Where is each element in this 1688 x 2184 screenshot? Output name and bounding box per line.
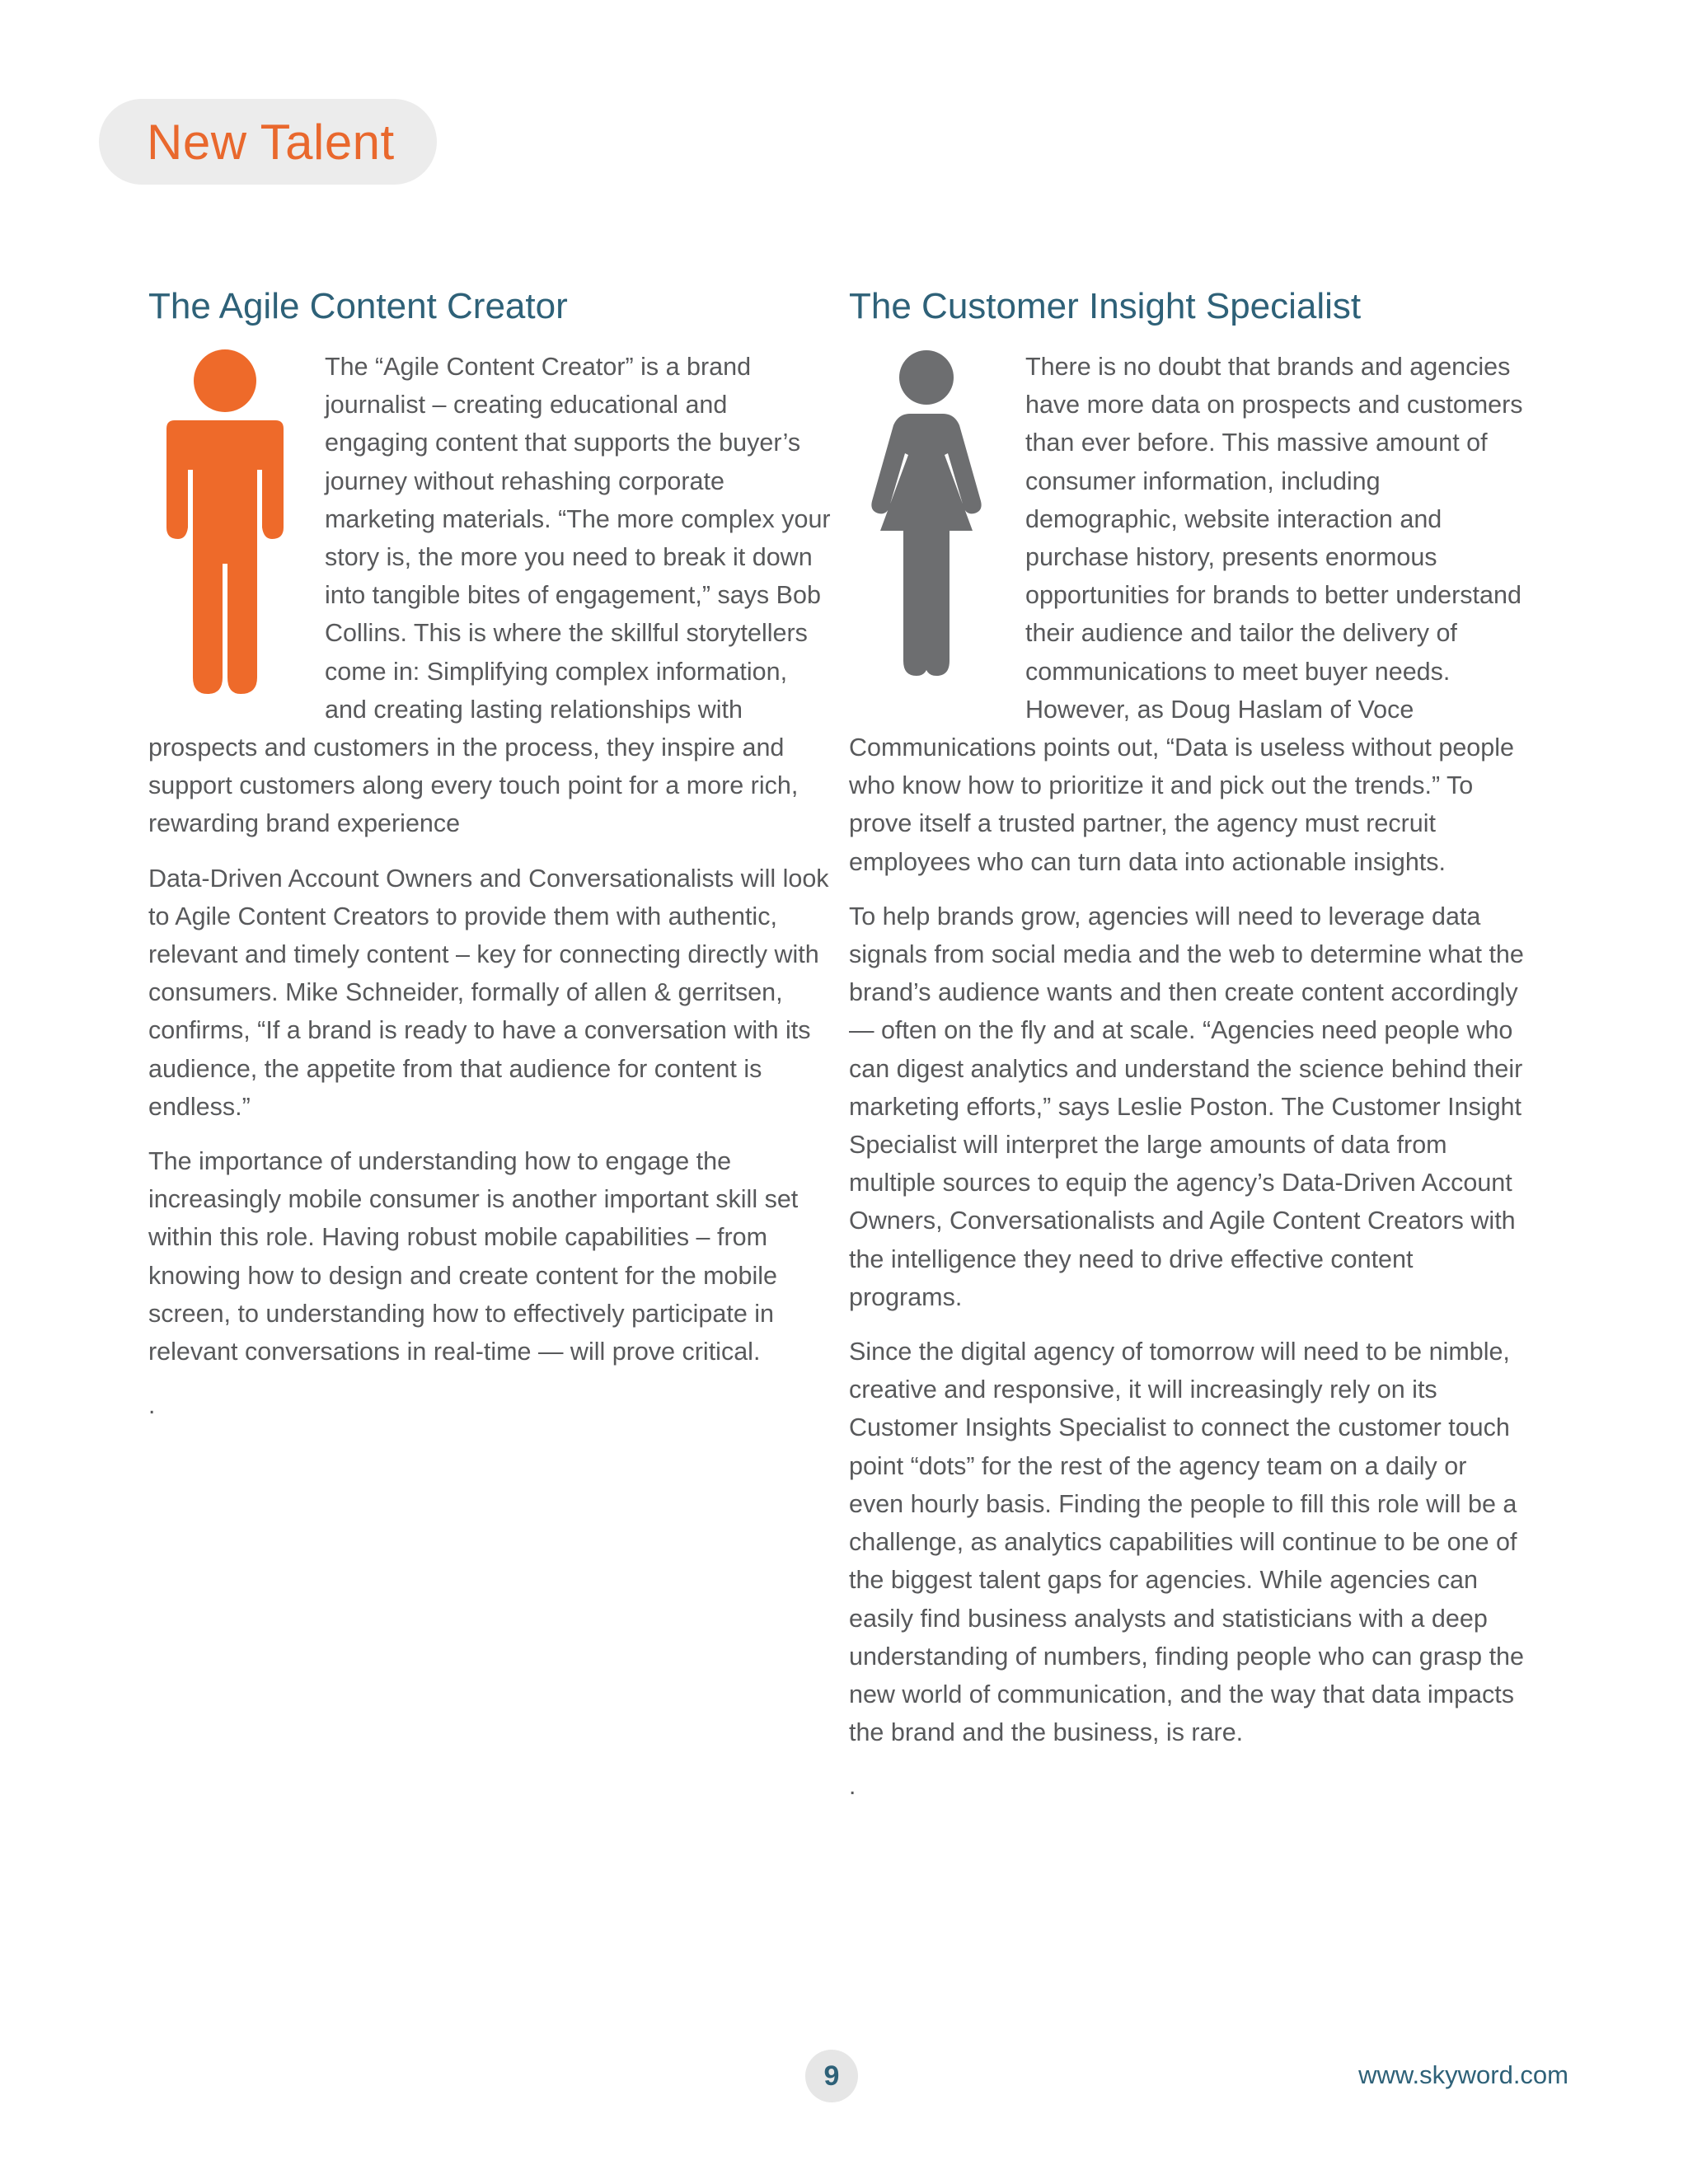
- right-paragraph-1: There is no doubt that brands and agencies have more data on prospects and customers than ever before. This massive amount of consumer information, including demographic, website interaction and purchase history, presents enormous opportunities for brands to better understand their audience and tailor the delivery of communications to meet buyer needs. However, as Doug Haslam of Voce Communications points out, “Data is useless without people who know how to prioritize it and pick out the trends.” To prove itself a trusted partner, the agency must recruit employees who can turn data into actionable insights.: [849, 353, 1523, 876]
- man-figure-icon: [148, 348, 325, 694]
- left-paragraph-3: The importance of understanding how to engage the increasingly mobile consumer is another important skill set within this role. Having robust mobile capabilities – from knowing how to design and create content for the mobile screen, to understanding how to effectively participate in relevant conversations in real-time — will prove critical.: [148, 1147, 799, 1366]
- footer-url[interactable]: www.skyword.com: [1358, 2060, 1568, 2089]
- right-column: [849, 280, 1525, 1806]
- page-number-badge: [805, 2050, 858, 2102]
- left-heading: The Agile Content Creator: [148, 286, 568, 326]
- right-paragraph-2: To help brands grow, agencies will need to leverage data signals from social media and the web to determine what the brand’s audience wants and then create content accordingly — often on the fly and at scale. “Agencies need people who can digest analytics and understand the science behind their marketing efforts,” says Leslie Poston. The Customer Insight Specialist will interpret the large amounts of data from multiple sources to equip the agency’s Data-Driven Account Owners, Conversationalists and Agile Content Creators with the intelligence they need to drive effective content programs.: [849, 902, 1524, 1311]
- page-number: 9: [823, 2060, 840, 2092]
- right-trailing-dot: .: [849, 1773, 856, 1801]
- left-column: [148, 280, 832, 1425]
- woman-figure-icon: [849, 348, 1025, 694]
- left-trailing-dot: .: [148, 1392, 156, 1420]
- section-tab: [99, 99, 437, 185]
- right-heading: The Customer Insight Specialist: [849, 286, 1362, 326]
- section-title: New Talent: [147, 114, 395, 170]
- left-paragraph-1: The “Agile Content Creator” is a brand journalist – creating educational and engaging content that supports the buyer’s journey without rehashing corporate marketing materials. “The more complex your story is, the more you need to break it down into tangible bites of engagement,” says Bob Collins. This is where the skillful storytellers come in: Simplifying complex information, and creating lasting relationships with prospects and customers in the process, they inspire and support customers along every touch point for a more rich, rewarding brand experience: [148, 353, 831, 838]
- right-paragraph-3: Since the digital agency of tomorrow will need to be nimble, creative and responsive, it will increasingly rely on its Customer Insights Specialist to connect the customer touch point “dots” for the rest of the agency team on a daily or even hourly basis. Finding the people to fill this role will be a challenge, as analytics capabilities will continue to be one of the biggest talent gaps for agencies. While agencies can easily find business analysts and statisticians with a deep understanding of numbers, finding people who can grasp the new world of communication, and the way that data impacts the brand and the business, is rare.: [849, 1338, 1524, 1747]
- left-paragraph-2: Data-Driven Account Owners and Conversationalists will look to Agile Content Creators to provide them with authentic, relevant and timely content – key for connecting directly with consumers. Mike Schneider, formally of allen & gerritsen, confirms, “If a brand is ready to have a conversation with its audience, the appetite from that audience for content is endless.”: [148, 864, 829, 1121]
